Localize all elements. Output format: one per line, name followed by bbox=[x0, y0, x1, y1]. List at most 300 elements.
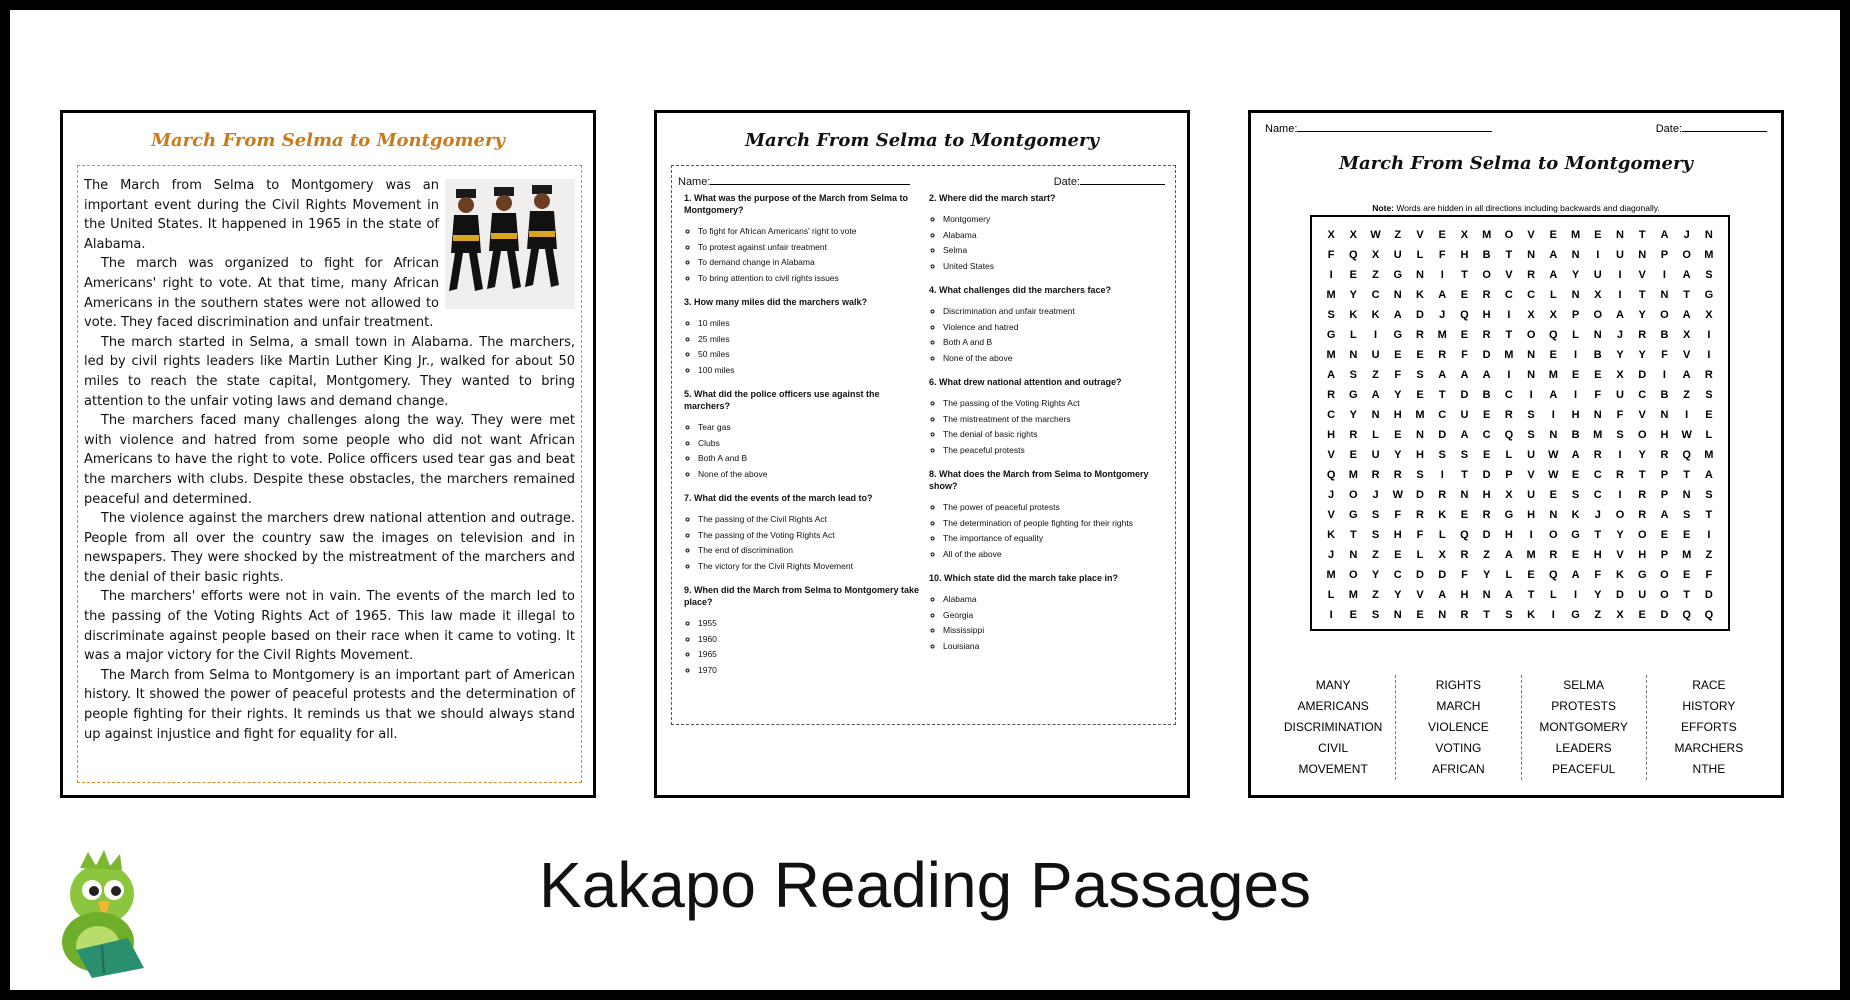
grid-letter: R bbox=[1638, 329, 1647, 341]
grid-letter: H bbox=[1460, 249, 1469, 261]
grid-letter: Q bbox=[1460, 309, 1469, 321]
grid-letter: C bbox=[1327, 409, 1336, 421]
grid-letter: N bbox=[1571, 289, 1580, 301]
reading-title: March From Selma to Montgomery bbox=[151, 130, 505, 151]
grid-letter: V bbox=[1638, 409, 1646, 421]
grid-letter: R bbox=[1482, 329, 1491, 341]
grid-letter: N bbox=[1593, 329, 1602, 341]
grid-letter: R bbox=[1616, 469, 1624, 481]
grid-letter: S bbox=[1705, 269, 1713, 281]
grid-letter: S bbox=[1371, 529, 1380, 541]
answer-option: ◦ Clubs bbox=[698, 436, 920, 452]
quiz-question bbox=[929, 192, 1165, 274]
question-text: 1. What was the purpose of the March from Selma to Montgomery? bbox=[684, 193, 909, 215]
word-list-item: MOVEMENT bbox=[1298, 762, 1368, 776]
grid-letter: J bbox=[1372, 489, 1379, 501]
grid-letter: E bbox=[1416, 349, 1424, 361]
grid-letter: S bbox=[1460, 449, 1469, 461]
grid-letter: N bbox=[1349, 549, 1358, 561]
grid-letter: I bbox=[1685, 409, 1689, 421]
grid-letter: O bbox=[1482, 269, 1491, 281]
grid-letter: S bbox=[1438, 449, 1446, 461]
ws-title: March From Selma to Montgomery bbox=[1339, 153, 1693, 174]
grid-letter: N bbox=[1393, 609, 1402, 621]
answer-option: ◦ Both A and B bbox=[698, 451, 920, 467]
grid-letter: X bbox=[1616, 609, 1624, 621]
grid-letter: N bbox=[1549, 509, 1558, 521]
grid-letter: H bbox=[1638, 549, 1647, 561]
grid-letter: G bbox=[1393, 329, 1403, 341]
grid-letter: Y bbox=[1349, 409, 1357, 421]
quiz-question bbox=[929, 376, 1165, 458]
answer-option: ◦ To protest against unfair treatment bbox=[698, 240, 920, 256]
grid-letter: T bbox=[1683, 289, 1691, 301]
grid-letter: L bbox=[1505, 449, 1513, 461]
grid-letter: D bbox=[1638, 369, 1647, 381]
grid-letter: I bbox=[1618, 289, 1622, 301]
grid-letter: A bbox=[1460, 429, 1469, 441]
answer-option: ◦ The mistreatment of the marchers bbox=[943, 412, 1165, 428]
grid-letter: E bbox=[1638, 609, 1646, 621]
grid-letter: V bbox=[1327, 509, 1335, 521]
grid-letter: S bbox=[1371, 509, 1380, 521]
grid-letter: P bbox=[1660, 469, 1669, 481]
grid-letter: C bbox=[1482, 429, 1491, 441]
answer-option: ◦ The passing of the Voting Rights Act bbox=[943, 396, 1165, 412]
grid-letter: E bbox=[1549, 349, 1557, 361]
grid-letter: E bbox=[1394, 349, 1402, 361]
grid-letter: A bbox=[1549, 389, 1558, 401]
answer-option: ◦ 1965 bbox=[698, 647, 920, 663]
grid-letter: A bbox=[1393, 309, 1402, 321]
question-text: 4. What challenges did the marchers face? bbox=[929, 285, 1112, 295]
grid-letter: Y bbox=[1394, 449, 1402, 461]
grid-letter: S bbox=[1616, 429, 1624, 441]
grid-letter: Y bbox=[1638, 349, 1646, 361]
grid-letter: H bbox=[1660, 429, 1669, 441]
reading-passage-sheet bbox=[60, 110, 596, 798]
grid-letter: O bbox=[1660, 569, 1669, 581]
grid-letter: Q bbox=[1504, 429, 1514, 441]
grid-letter: I bbox=[1440, 269, 1444, 281]
grid-letter: U bbox=[1393, 249, 1402, 261]
grid-letter: R bbox=[1371, 469, 1380, 481]
word-list-item: MONTGOMERY bbox=[1539, 720, 1628, 734]
grid-letter: A bbox=[1482, 369, 1491, 381]
answer-options bbox=[684, 512, 920, 574]
grid-letter: R bbox=[1327, 389, 1336, 401]
grid-letter: E bbox=[1460, 509, 1469, 521]
grid-letter: T bbox=[1349, 529, 1357, 541]
grid-letter: W bbox=[1548, 469, 1559, 481]
grid-letter: E bbox=[1416, 389, 1424, 401]
grid-letter: N bbox=[1527, 249, 1536, 261]
answer-options bbox=[929, 500, 1165, 562]
answer-option: ◦ The end of discrimination bbox=[698, 543, 920, 559]
grid-letter: J bbox=[1594, 509, 1601, 521]
grid-letter: R bbox=[1504, 409, 1513, 421]
grid-letter: A bbox=[1660, 509, 1669, 521]
grid-letter: H bbox=[1416, 449, 1424, 461]
grid-letter: N bbox=[1460, 489, 1469, 501]
grid-letter: Z bbox=[1372, 549, 1379, 561]
grid-letter: T bbox=[1638, 289, 1646, 301]
grid-letter: T bbox=[1483, 609, 1491, 621]
grid-letter: I bbox=[1374, 329, 1378, 341]
grid-letter: N bbox=[1638, 249, 1647, 261]
grid-letter: Y bbox=[1349, 289, 1357, 301]
grid-letter: E bbox=[1416, 609, 1424, 621]
grid-letter: X bbox=[1527, 309, 1535, 321]
question-text: 6. What drew national attention and outrage? bbox=[929, 377, 1122, 387]
grid-letter: L bbox=[1505, 569, 1513, 581]
grid-letter: A bbox=[1504, 549, 1513, 561]
word-list-item: HISTORY bbox=[1682, 699, 1736, 713]
grid-letter: H bbox=[1393, 409, 1402, 421]
grid-letter: X bbox=[1438, 549, 1446, 561]
grid-letter: S bbox=[1527, 429, 1535, 441]
answer-option: ◦ All of the above bbox=[943, 547, 1165, 563]
grid-letter: R bbox=[1704, 369, 1713, 381]
grid-letter: K bbox=[1616, 569, 1624, 581]
grid-letter: F bbox=[1594, 569, 1602, 581]
questions-column-right bbox=[929, 192, 1165, 664]
grid-letter: O bbox=[1637, 429, 1647, 441]
quiz-question bbox=[929, 572, 1165, 654]
word-list-column bbox=[1271, 675, 1395, 780]
grid-letter: U bbox=[1527, 449, 1536, 461]
grid-letter: X bbox=[1371, 249, 1380, 261]
grid-letter: Z bbox=[1372, 269, 1379, 281]
answer-option: ◦ Mississippi bbox=[943, 623, 1165, 639]
grid-letter: T bbox=[1683, 469, 1691, 481]
grid-letter: I bbox=[1507, 369, 1511, 381]
ws-date-field bbox=[1656, 121, 1767, 135]
marchers-illustration bbox=[445, 179, 575, 309]
grid-letter: Q bbox=[1682, 609, 1691, 621]
word-list-item: RIGHTS bbox=[1435, 678, 1482, 692]
grid-letter: E bbox=[1660, 529, 1669, 541]
grid-letter: X bbox=[1327, 229, 1335, 241]
grid-letter: H bbox=[1393, 529, 1402, 541]
grid-letter: M bbox=[1593, 429, 1603, 441]
grid-letter: A bbox=[1438, 369, 1447, 381]
answer-option: ◦ Both A and B bbox=[943, 335, 1165, 351]
quiz-name-field bbox=[678, 174, 910, 188]
grid-letter: U bbox=[1638, 589, 1647, 601]
answer-option: ◦ Discrimination and unfair treatment bbox=[943, 304, 1165, 320]
grid-letter: W bbox=[1392, 489, 1403, 501]
grid-letter: T bbox=[1438, 389, 1446, 401]
grid-letter: V bbox=[1616, 549, 1624, 561]
grid-letter: W bbox=[1681, 429, 1692, 441]
reading-paragraph: The violence against the marchers drew national attention and outrage. People from all over the country saw the images on television and in newspapers. They were shocked by the mistreatment of the marchers and the denial of their basic rights. bbox=[84, 511, 575, 585]
grid-letter: R bbox=[1416, 509, 1424, 521]
grid-letter: E bbox=[1549, 229, 1557, 241]
quiz-question bbox=[684, 192, 920, 286]
grid-letter: M bbox=[1326, 349, 1336, 361]
grid-letter: N bbox=[1527, 369, 1536, 381]
question-text: 2. Where did the march start? bbox=[929, 193, 1056, 203]
grid-letter: F bbox=[1616, 409, 1624, 421]
quiz-question bbox=[929, 284, 1165, 366]
grid-letter: E bbox=[1482, 449, 1491, 461]
grid-letter: H bbox=[1527, 509, 1536, 521]
grid-letter: S bbox=[1416, 469, 1424, 481]
grid-letter: M bbox=[1348, 469, 1358, 481]
grid-letter: J bbox=[1616, 329, 1624, 341]
grid-letter: B bbox=[1482, 389, 1491, 401]
question-text: 9. When did the March from Selma to Montgomery take place? bbox=[684, 585, 920, 607]
answer-option: ◦ To demand change in Alabama bbox=[698, 255, 920, 271]
grid-letter: Q bbox=[1549, 329, 1558, 341]
grid-letter: Q bbox=[1349, 249, 1358, 261]
grid-letter: N bbox=[1704, 229, 1713, 241]
answer-options bbox=[929, 304, 1165, 366]
grid-letter: Y bbox=[1394, 589, 1402, 601]
grid-letter: A bbox=[1438, 289, 1447, 301]
question-text: 5. What did the police officers use against the marchers? bbox=[684, 389, 880, 411]
grid-letter: O bbox=[1526, 329, 1536, 341]
answer-option: ◦ None of the above bbox=[698, 467, 920, 483]
grid-letter: A bbox=[1549, 249, 1558, 261]
grid-letter: B bbox=[1660, 329, 1669, 341]
grid-letter: E bbox=[1394, 549, 1402, 561]
grid-letter: M bbox=[1326, 289, 1336, 301]
grid-letter: T bbox=[1527, 589, 1535, 601]
grid-letter: I bbox=[1574, 389, 1578, 401]
grid-letter: R bbox=[1393, 469, 1402, 481]
grid-letter: R bbox=[1438, 489, 1447, 501]
grid-letter: S bbox=[1705, 389, 1713, 401]
grid-letter: U bbox=[1616, 249, 1624, 261]
grid-letter: C bbox=[1438, 409, 1447, 421]
grid-letter: I bbox=[1596, 249, 1600, 261]
grid-letter: X bbox=[1616, 369, 1624, 381]
grid-letter: V bbox=[1527, 469, 1535, 481]
answer-option: ◦ The denial of basic rights bbox=[943, 427, 1165, 443]
grid-letter: G bbox=[1504, 509, 1514, 521]
grid-letter: A bbox=[1571, 449, 1580, 461]
answer-options bbox=[684, 420, 920, 482]
grid-letter: I bbox=[1662, 269, 1666, 281]
grid-letter: E bbox=[1594, 369, 1602, 381]
grid-letter: K bbox=[1349, 309, 1358, 321]
grid-letter: F bbox=[1461, 349, 1468, 361]
grid-letter: O bbox=[1615, 509, 1625, 521]
answer-option: ◦ 50 miles bbox=[698, 347, 920, 363]
grid-letter: D bbox=[1616, 589, 1624, 601]
grid-letter: V bbox=[1682, 349, 1691, 361]
grid-letter: V bbox=[1638, 269, 1646, 281]
grid-letter: Z bbox=[1705, 549, 1713, 561]
reading-paragraph: The march was organized to fight for African Americans' right to vote. At that time, many African Americans in the southern states were not allowed to vote. They faced discrimination and unfair treatment. bbox=[84, 256, 439, 331]
grid-letter: S bbox=[1682, 509, 1691, 521]
preview-canvas bbox=[10, 10, 1840, 990]
grid-letter: P bbox=[1660, 549, 1669, 561]
word-list-column bbox=[1646, 675, 1771, 780]
grid-letter: N bbox=[1660, 289, 1669, 301]
questions-column-left bbox=[684, 192, 920, 688]
grid-letter: F bbox=[1461, 569, 1468, 581]
grid-letter: I bbox=[1707, 529, 1711, 541]
grid-letter: E bbox=[1571, 469, 1580, 481]
grid-letter: T bbox=[1683, 589, 1691, 601]
grid-letter: S bbox=[1571, 489, 1580, 501]
grid-letter: V bbox=[1416, 589, 1424, 601]
grid-letter: T bbox=[1461, 269, 1468, 281]
grid-letter: U bbox=[1616, 389, 1624, 401]
grid-letter: Q bbox=[1704, 609, 1714, 621]
grid-letter: R bbox=[1482, 289, 1491, 301]
grid-letter: E bbox=[1705, 409, 1713, 421]
grid-letter: H bbox=[1482, 309, 1491, 321]
date-label: Date: bbox=[1655, 123, 1682, 135]
grid-letter: F bbox=[1705, 569, 1713, 581]
grid-letter: O bbox=[1682, 249, 1691, 261]
grid-letter: X bbox=[1594, 289, 1602, 301]
grid-letter: I bbox=[1551, 609, 1555, 621]
ws-name-field bbox=[1265, 121, 1492, 135]
word-list-item: PEACEFUL bbox=[1551, 762, 1616, 776]
grid-letter: K bbox=[1438, 509, 1447, 521]
grid-letter: E bbox=[1438, 229, 1446, 241]
question-text: 10. Which state did the march take place in? bbox=[929, 573, 1119, 583]
grid-letter: E bbox=[1349, 609, 1357, 621]
grid-letter: J bbox=[1683, 229, 1690, 241]
answer-option: ◦ United States bbox=[943, 259, 1165, 275]
grid-letter: M bbox=[1482, 229, 1492, 241]
grid-letter: N bbox=[1416, 269, 1424, 281]
grid-letter: M bbox=[1548, 369, 1558, 381]
grid-letter: U bbox=[1527, 489, 1536, 501]
quiz-question bbox=[929, 468, 1165, 562]
word-list-item: VIOLENCE bbox=[1428, 720, 1489, 734]
grid-letter: I bbox=[1618, 449, 1622, 461]
answer-option: ◦ Tear gas bbox=[698, 420, 920, 436]
grid-letter: N bbox=[1416, 429, 1424, 441]
grid-letter: C bbox=[1393, 569, 1402, 581]
grid-letter: A bbox=[1682, 309, 1691, 321]
grid-letter: C bbox=[1504, 289, 1513, 301]
grid-letter: W bbox=[1548, 449, 1559, 461]
grid-letter: V bbox=[1505, 269, 1513, 281]
answer-options bbox=[929, 212, 1165, 274]
grid-letter: M bbox=[1570, 229, 1581, 241]
word-list-item: DISCRIMINATION bbox=[1283, 720, 1383, 734]
grid-letter: I bbox=[1574, 589, 1578, 601]
grid-letter: C bbox=[1527, 289, 1536, 301]
grid-letter: D bbox=[1416, 309, 1424, 321]
grid-letter: O bbox=[1660, 309, 1669, 321]
grid-letter: R bbox=[1638, 489, 1647, 501]
date-label: Date: bbox=[1053, 176, 1080, 188]
grid-letter: A bbox=[1549, 269, 1558, 281]
grid-letter: L bbox=[1549, 589, 1557, 601]
grid-letter: X bbox=[1460, 229, 1469, 241]
quiz-title: March From Selma to Montgomery bbox=[745, 130, 1099, 151]
grid-letter: I bbox=[1618, 489, 1622, 501]
grid-letter: X bbox=[1505, 489, 1513, 501]
word-list-item: SELMA bbox=[1563, 678, 1604, 692]
grid-letter: O bbox=[1637, 529, 1647, 541]
answer-option: ◦ The importance of equality bbox=[943, 531, 1165, 547]
grid-letter: N bbox=[1682, 489, 1691, 501]
answer-options bbox=[684, 316, 920, 378]
answer-option: ◦ To bring attention to civil rights issues bbox=[698, 271, 920, 287]
grid-letter: G bbox=[1637, 569, 1647, 581]
grid-letter: I bbox=[1574, 349, 1578, 361]
grid-letter: I bbox=[1618, 269, 1622, 281]
grid-letter: K bbox=[1327, 529, 1336, 541]
grid-letter: P bbox=[1505, 469, 1513, 481]
grid-letter: S bbox=[1327, 309, 1335, 321]
answer-options bbox=[929, 396, 1165, 458]
grid-letter: Z bbox=[1372, 589, 1379, 601]
grid-letter: N bbox=[1571, 249, 1580, 261]
grid-letter: F bbox=[1394, 369, 1402, 381]
answer-option: ◦ None of the above bbox=[943, 351, 1165, 367]
grid-letter: G bbox=[1704, 289, 1714, 301]
grid-letter: F bbox=[1394, 509, 1402, 521]
grid-letter: E bbox=[1349, 269, 1357, 281]
grid-letter: O bbox=[1504, 229, 1514, 241]
grid-letter: F bbox=[1661, 349, 1668, 361]
word-list-item: RACE bbox=[1692, 678, 1726, 692]
grid-letter: R bbox=[1482, 509, 1491, 521]
grid-letter: D bbox=[1482, 349, 1491, 361]
grid-letter: R bbox=[1527, 269, 1536, 281]
grid-letter: N bbox=[1549, 429, 1558, 441]
word-list-item: NTHE bbox=[1692, 762, 1726, 776]
grid-letter: S bbox=[1371, 609, 1380, 621]
grid-letter: F bbox=[1438, 249, 1446, 261]
answer-option: ◦ The passing of the Voting Rights Act bbox=[698, 528, 920, 544]
grid-letter: A bbox=[1504, 589, 1513, 601]
grid-letter: E bbox=[1482, 409, 1491, 421]
grid-letter: Y bbox=[1571, 269, 1580, 281]
grid-letter: Q bbox=[1326, 469, 1336, 481]
grid-letter: I bbox=[1440, 469, 1444, 481]
grid-letter: R bbox=[1460, 549, 1469, 561]
grid-letter: N bbox=[1393, 289, 1402, 301]
grid-letter: Y bbox=[1594, 589, 1602, 601]
ws-note bbox=[1251, 203, 1781, 213]
word-list-item: CIVIL bbox=[1318, 741, 1349, 755]
grid-letter: Y bbox=[1616, 529, 1624, 541]
grid-letter: X bbox=[1682, 329, 1691, 341]
grid-letter: I bbox=[1329, 269, 1333, 281]
grid-letter: G bbox=[1349, 509, 1358, 521]
grid-letter: W bbox=[1370, 229, 1381, 241]
grid-letter: N bbox=[1349, 349, 1358, 361]
grid-letter: M bbox=[1326, 569, 1336, 581]
grid-letter: K bbox=[1416, 289, 1424, 301]
answer-option: ◦ Alabama bbox=[943, 592, 1165, 608]
word-list-item: EFFORTS bbox=[1680, 720, 1737, 734]
grid-letter: B bbox=[1660, 389, 1669, 401]
grid-letter: T bbox=[1594, 529, 1602, 541]
grid-letter: A bbox=[1327, 369, 1336, 381]
grid-letter: E bbox=[1571, 369, 1580, 381]
grid-letter: G bbox=[1571, 609, 1580, 621]
grid-letter: D bbox=[1704, 589, 1713, 601]
grid-letter: I bbox=[1529, 389, 1533, 401]
grid-letter: T bbox=[1638, 229, 1646, 241]
grid-letter: O bbox=[1593, 309, 1603, 321]
grid-letter: Y bbox=[1638, 309, 1646, 321]
grid-letter: I bbox=[1707, 329, 1711, 341]
